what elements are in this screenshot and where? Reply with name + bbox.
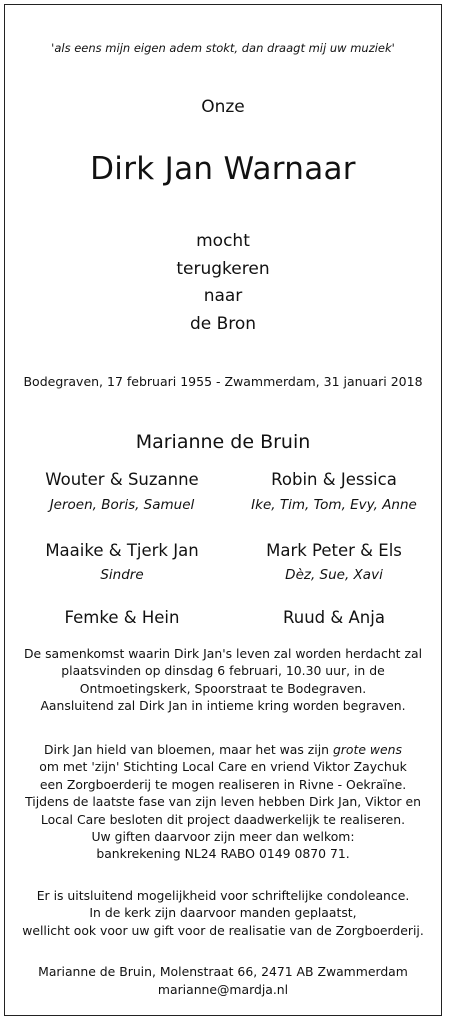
text-line: plaatsvinden op dinsdag 6 februari, 10.30 uur, in de: [61, 663, 385, 679]
family-children: Sindre: [100, 567, 144, 583]
contact-block: [5, 963, 441, 999]
text-line: Local Care besloten dit project daadwerkelijk te realiseren.: [40, 811, 406, 827]
family-couple: Robin & Jessica: [271, 470, 397, 489]
deceased-name: Dirk Jan Warnaar: [90, 151, 356, 187]
text-line: De samenkomst waarin Dirk Jan's leven zal worden herdacht zal: [23, 646, 423, 661]
poem-line: de Bron: [189, 314, 257, 334]
contact-address: Marianne de Bruin, Molenstraat 66, 2471 AB Zwammerdam: [38, 964, 408, 979]
widow-name: Marianne de Bruin: [135, 431, 311, 453]
intro-word: Onze: [201, 97, 245, 117]
family-couple: Wouter & Suzanne: [45, 470, 199, 489]
text-line: Ontmoetingskerk, Spoorstraat te Bodegraven.: [79, 680, 367, 696]
service-paragraph: [11, 645, 435, 715]
text-line: [11, 741, 435, 758]
family-children: Ike, Tim, Tom, Evy, Anne: [251, 497, 417, 513]
text-line: bankrekening NL24 RABO 0149 0870 71.: [96, 846, 350, 862]
family-children: Dèz, Sue, Xavi: [285, 567, 383, 583]
text-line: om met 'zijn' Stichting Local Care en vriend Viktor Zaychuk: [39, 759, 407, 775]
text-line: In de kerk zijn daarvoor manden geplaatst,: [89, 905, 357, 921]
family-couple: Femke & Hein: [64, 608, 180, 627]
donation-paragraph: [11, 741, 435, 863]
poem-line: mocht: [196, 231, 250, 251]
text-line: Aansluitend zal Dirk Jan in intieme kring worden begraven.: [40, 698, 406, 714]
family-couple: Ruud & Anja: [283, 608, 385, 627]
text-line: Uw giften daarvoor zijn meer dan welkom:: [91, 829, 355, 845]
condolence-paragraph: [11, 887, 435, 939]
text-line: Er is uitsluitend mogelijkheid voor schriftelijke condoleance.: [36, 888, 410, 903]
text-line: wellicht ook voor uw gift voor de realisatie van de Zorgboerderij.: [22, 922, 424, 938]
obituary-card: [4, 4, 442, 1016]
text-line: een Zorgboerderij te mogen realiseren in Rivne - Oekraïne.: [39, 776, 407, 792]
life-dates: Bodegraven, 17 februari 1955 - Zwammerdam, 31 januari 2018: [23, 374, 423, 389]
contact-email: marianne@mardja.nl: [157, 982, 289, 997]
family-couple: Mark Peter & Els: [266, 541, 402, 560]
motto-quote: 'als eens mijn eigen adem stokt, dan draagt mij uw muziek': [51, 41, 395, 55]
emphasis-text: grote wens: [332, 742, 402, 757]
family-couple: Maaike & Tjerk Jan: [45, 541, 199, 560]
text-line: Tijdens de laatste fase van zijn leven hebben Dirk Jan, Viktor en: [25, 794, 421, 810]
text-span: Dirk Jan hield van bloemen, maar het was zijn: [44, 742, 333, 757]
family-children: Jeroen, Boris, Samuel: [49, 497, 195, 513]
poem-line: naar: [203, 286, 243, 306]
poem-line: terugkeren: [176, 259, 270, 279]
